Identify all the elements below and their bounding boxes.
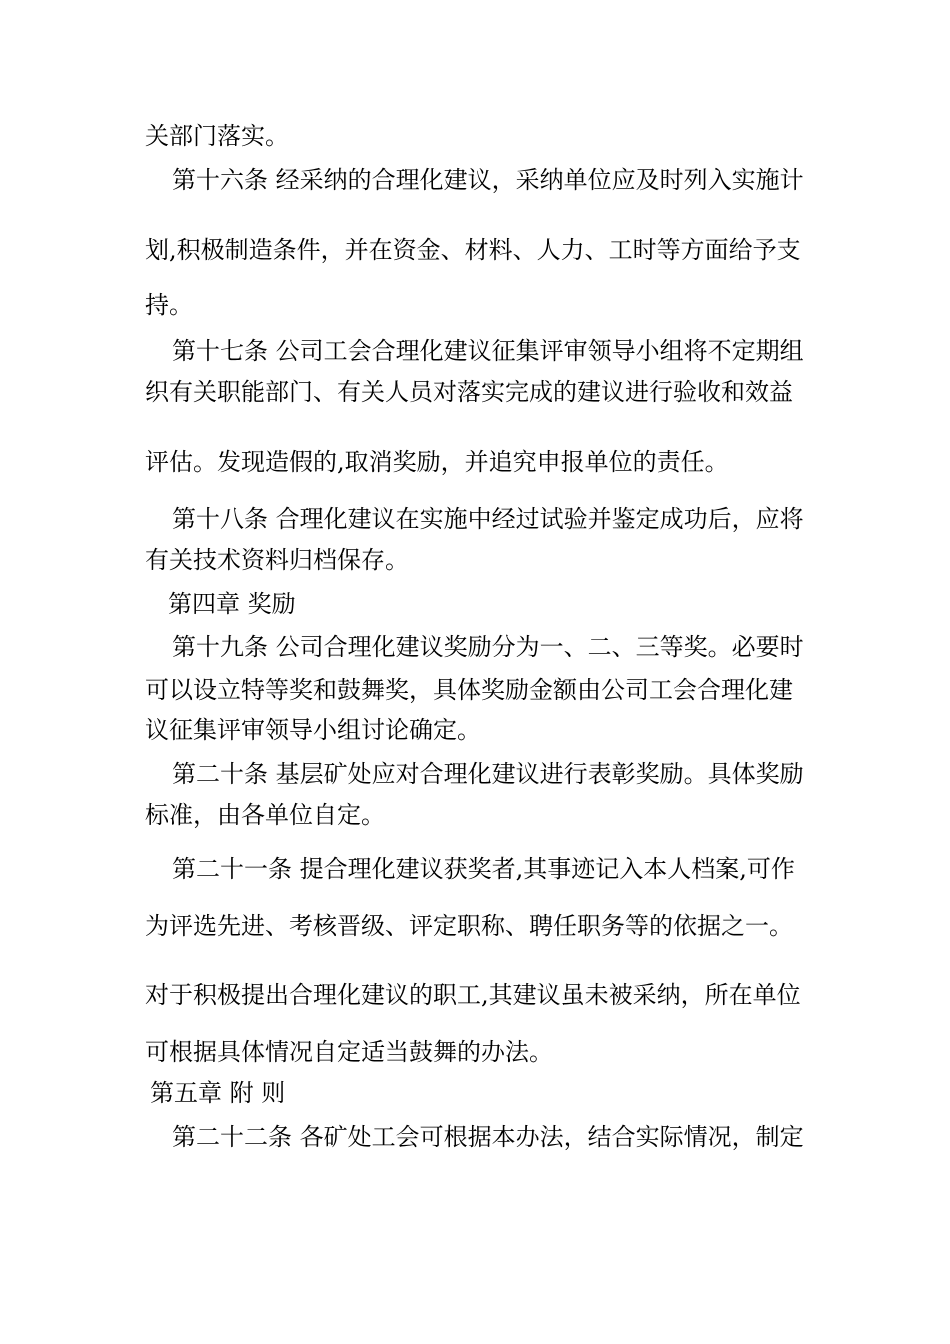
chapter-heading: 第四章 奖励 <box>168 590 296 618</box>
text-line: 第十七条 公司工会合理化建议征集评审领导小组将不定期组 <box>172 337 804 365</box>
text-line: 划,积极制造条件，并在资金、材料、人力、工时等方面给予支 <box>145 236 801 264</box>
text-line: 第十六条 经采纳的合理化建议，采纳单位应及时列入实施计 <box>172 166 804 194</box>
text-line: 可以设立特等奖和鼓舞奖，具体奖励金额由公司工会合理化建 <box>145 676 793 704</box>
text-line: 第二十二条 各矿处工会可根据本办法，结合实际情况，制定 <box>172 1123 804 1151</box>
text-line: 有关技术资料归档保存。 <box>145 546 409 574</box>
text-line: 评估。发现造假的,取消奖励，并追究申报单位的责任。 <box>145 448 729 476</box>
text-line: 对于积极提出合理化建议的职工,其建议虽未被采纳，所在单位 <box>145 981 801 1009</box>
text-line: 关部门落实。 <box>145 122 289 150</box>
text-line: 标准，由各单位自定。 <box>145 801 385 829</box>
text-line: 为评选先进、考核晋级、评定职称、聘任职务等的依据之一。 <box>145 912 793 940</box>
text-line: 第二十条 基层矿处应对合理化建议进行表彰奖励。具体奖励 <box>172 760 804 788</box>
text-line: 议征集评审领导小组讨论确定。 <box>145 716 481 744</box>
text-line: 织有关职能部门、有关人员对落实完成的建议进行验收和效益 <box>145 378 793 406</box>
text-line: 持。 <box>145 291 193 319</box>
text-line: 可根据具体情况自定适当鼓舞的办法。 <box>145 1038 553 1066</box>
text-line: 第十九条 公司合理化建议奖励分为一、二、三等奖。必要时 <box>172 633 804 661</box>
chapter-heading: 第五章 附 则 <box>150 1079 286 1107</box>
text-line: 第二十一条 提合理化建议获奖者,其事迹记入本人档案,可作 <box>172 855 795 883</box>
text-line: 第十八条 合理化建议在实施中经过试验并鉴定成功后，应将 <box>172 505 804 533</box>
